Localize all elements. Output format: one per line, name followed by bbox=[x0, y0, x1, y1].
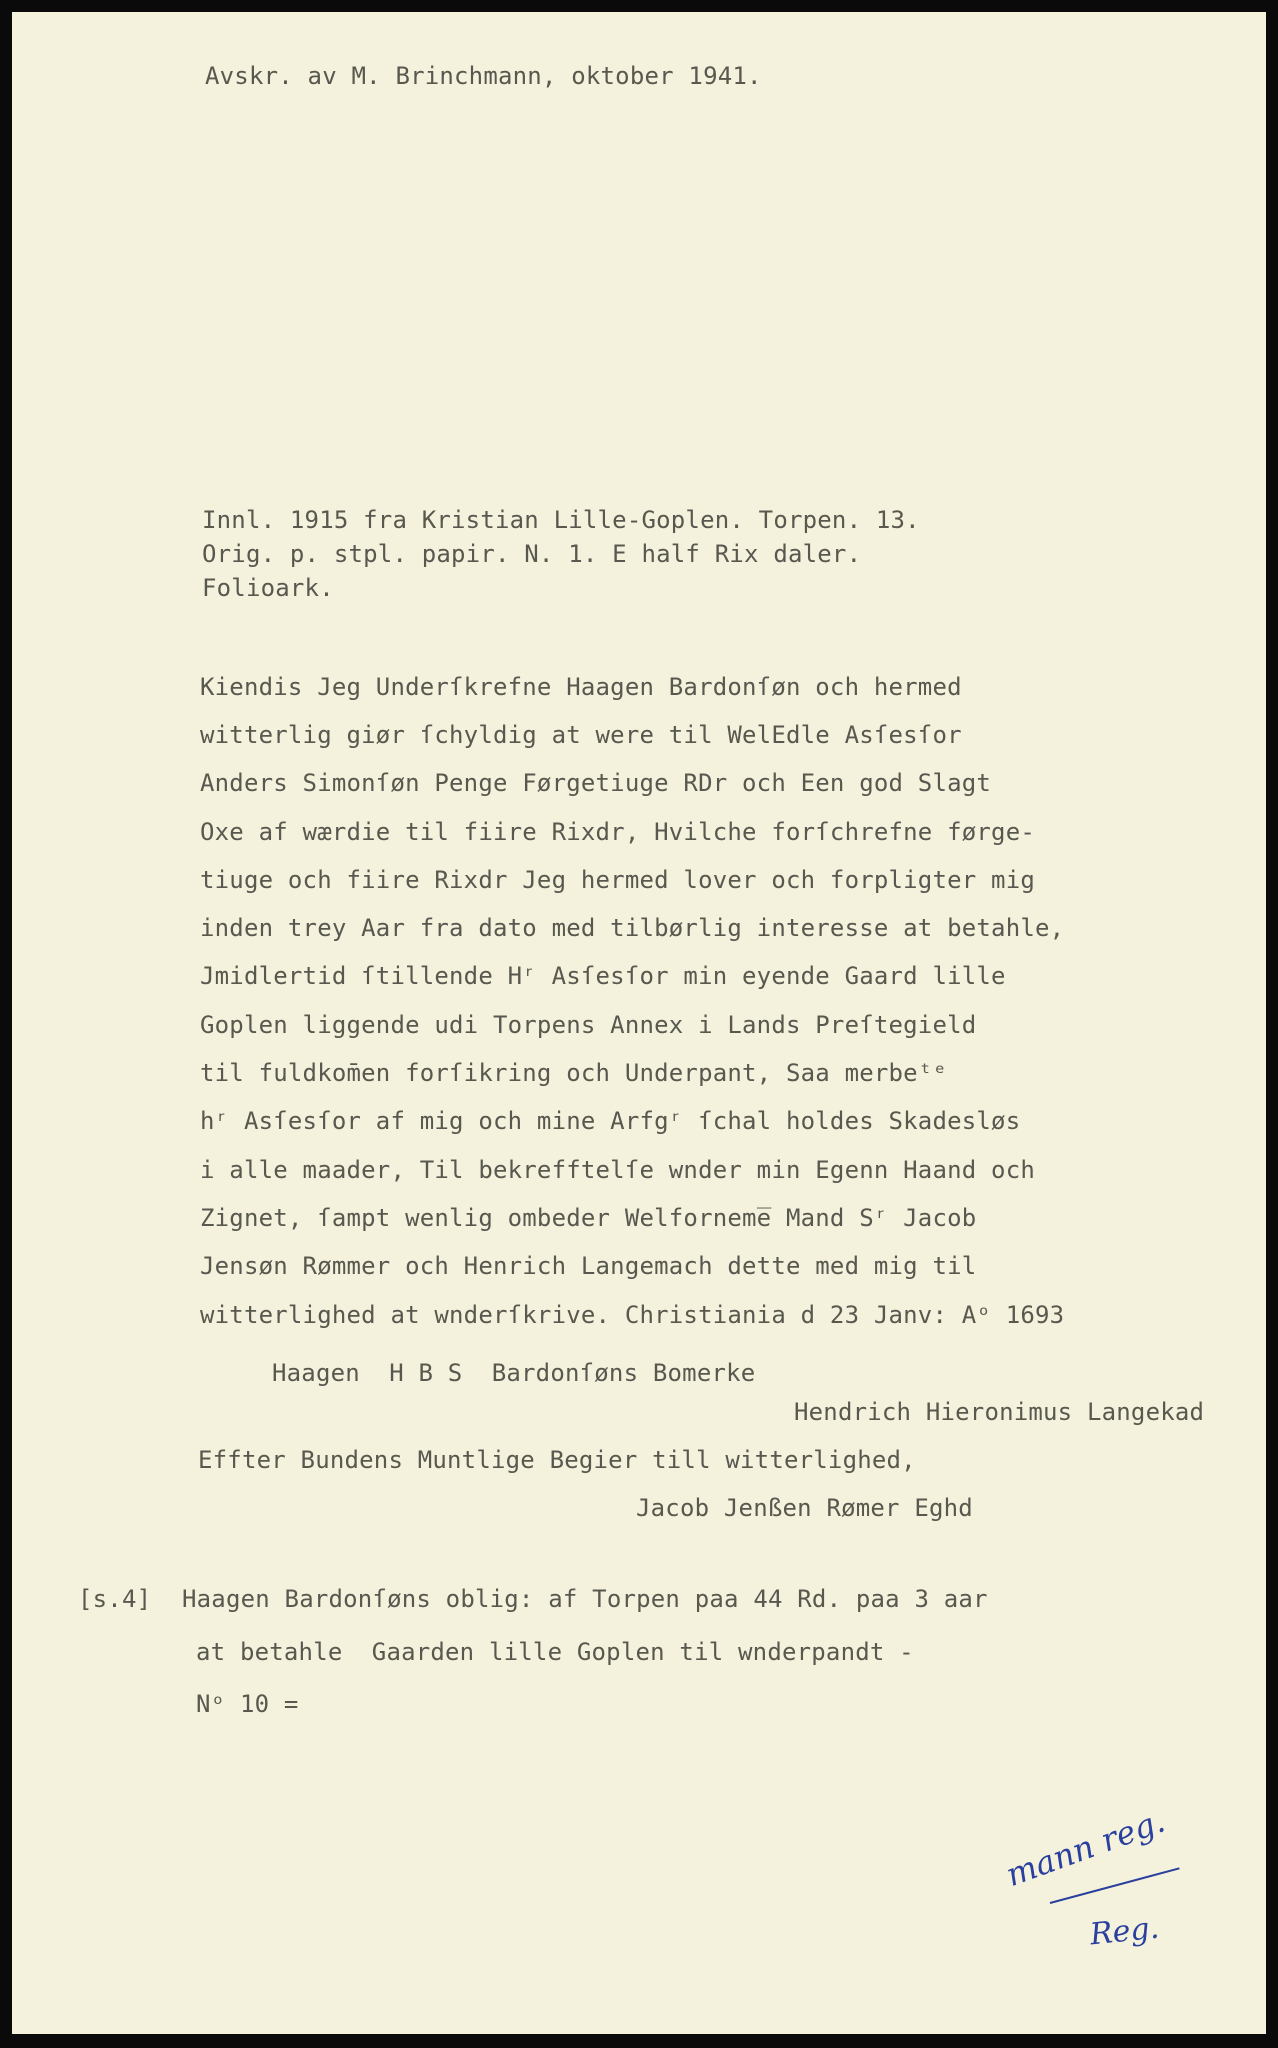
body-line: hʳ Asſesſor af mig och mine Arfgʳ ſchal holdes Skadesløs bbox=[200, 1107, 1021, 1135]
body-line: Oxe af wærdie til fiire Rixdr, Hvilche forſchrefne førge- bbox=[200, 818, 1036, 846]
body-line: Goplen liggende udi Torpens Annex i Lands Preſtegield bbox=[200, 1011, 977, 1039]
endorsement-line: at betahle Gaarden lille Goplen til wnderpandt - bbox=[196, 1638, 914, 1666]
source-line: Innl. 1915 fra Kristian Lille-Goplen. Torpen. 13. bbox=[202, 506, 920, 534]
source-line: Orig. p. stpl. papir. N. 1. E half Rix daler. bbox=[202, 540, 862, 568]
body-line: Kiendis Jeg Underſkrefne Haagen Bardonſøn och hermed bbox=[200, 673, 962, 701]
body-line: witterlig giør ſchyldig at were til WelEdle Asſesſor bbox=[200, 721, 962, 749]
annotation-top: mann reg. bbox=[1001, 1801, 1170, 1894]
body-line: Zignet, ſampt wenlig ombeder Welforneme̅ Mand Sʳ Jacob bbox=[200, 1204, 977, 1232]
transcription-note: Avskr. av M. Brinchmann, oktober 1941. bbox=[205, 62, 762, 90]
body-line: Jmidlertid ſtillende Hʳ Asſesſor min eyende Gaard lille bbox=[200, 962, 1006, 990]
document-page bbox=[12, 12, 1266, 2034]
signature-haagen: Haagen H B S Bardonſøns Bomerke bbox=[272, 1359, 756, 1387]
body-line: Jensøn Rømmer och Henrich Langemach dette med mig til bbox=[200, 1252, 977, 1280]
body-line: i alle maader, Til bekrefftelſe wnder min Egenn Haand och bbox=[200, 1156, 1036, 1184]
body-line: inden trey Aar fra dato med tilbørlig interesse at betahle, bbox=[200, 914, 1065, 942]
body-line: tiuge och fiire Rixdr Jeg hermed lover och forpligter mig bbox=[200, 866, 1036, 894]
body-line: til fuldkom̄en forſikring och Underpant, Saa merbeᵗᵉ bbox=[200, 1059, 948, 1087]
annotation-bottom: Reg. bbox=[1088, 1910, 1161, 1953]
signature-hendrich: Hendrich Hieronimus Langekad bbox=[794, 1398, 1205, 1426]
witness-note: Effter Bundens Muntlige Begier till witterlighed, bbox=[198, 1446, 916, 1474]
endorsement-line: Haagen Bardonſøns oblig: af Torpen paa 44 Rd. paa 3 aar bbox=[182, 1585, 988, 1613]
source-line: Folioark. bbox=[202, 574, 334, 602]
body-line: Anders Simonſøn Penge Førgetiuge RDr och Een god Slagt bbox=[200, 769, 992, 797]
signature-jacob: Jacob Jenßen Rømer Eghd bbox=[636, 1494, 973, 1522]
page-reference: [s.4] bbox=[78, 1585, 152, 1613]
body-line: witterlighed at wnderſkrive. Christiania d 23 Janv: Aᵒ 1693 bbox=[200, 1301, 1065, 1329]
endorsement-line: Nᵒ 10 = bbox=[196, 1690, 299, 1718]
